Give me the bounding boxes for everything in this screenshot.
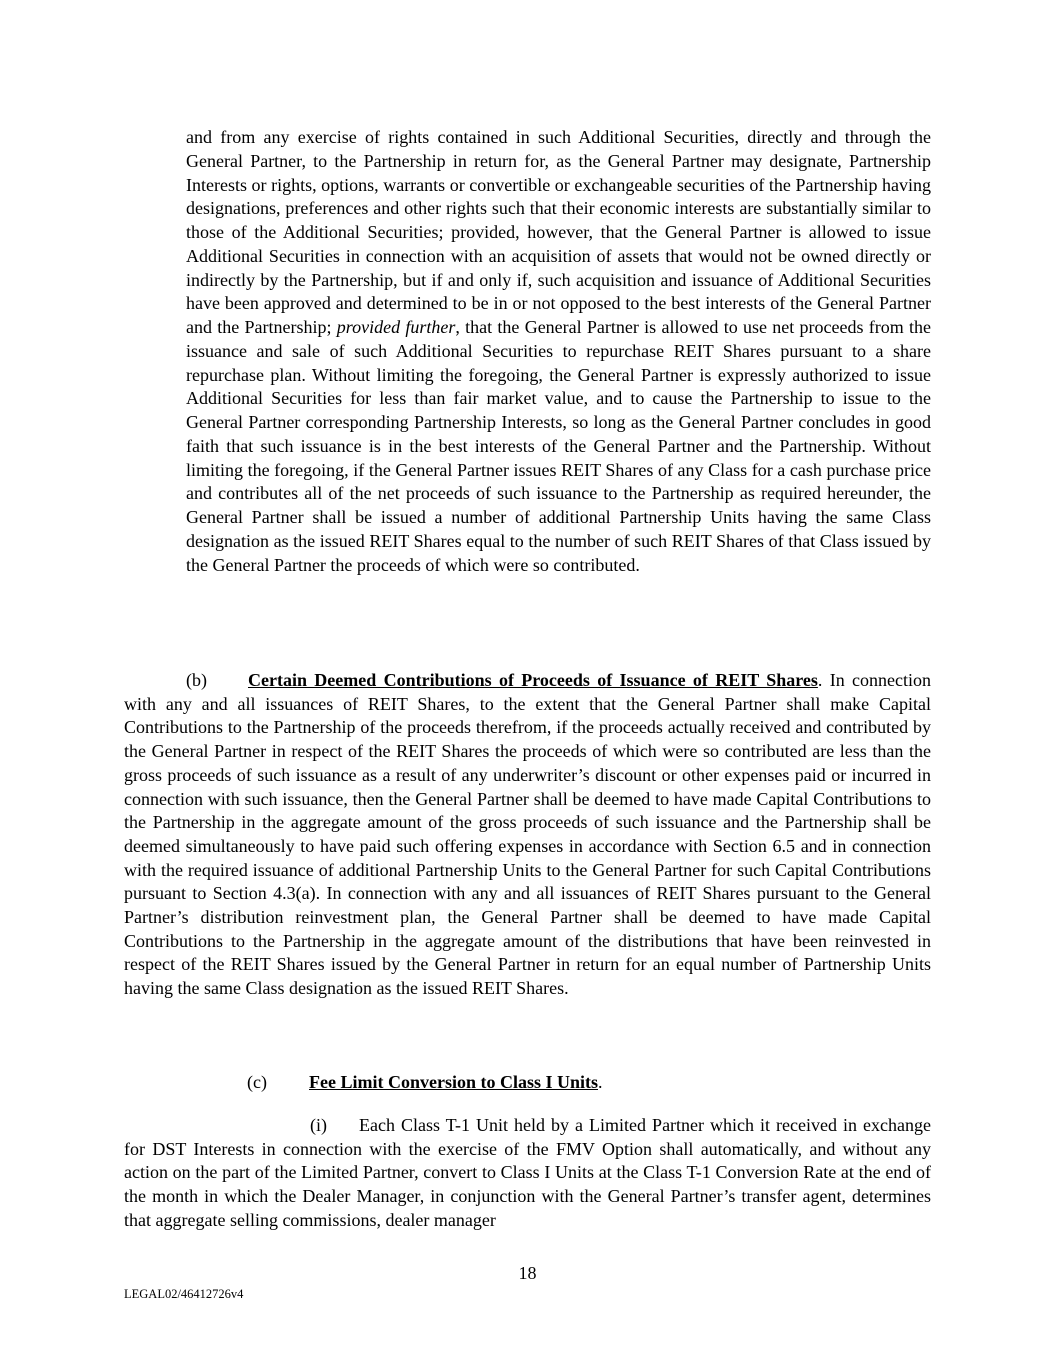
subsection-i-label: (i) bbox=[310, 1115, 327, 1135]
italic-provided-further: provided further bbox=[336, 317, 456, 337]
section-c-heading: Fee Limit Conversion to Class I Units bbox=[309, 1072, 598, 1092]
section-b-body: In connection with any and all issuances of REIT Shares, to the extent that the General Partner shall make Capital Contributions to the Partnership of the proceeds therefrom, if the proceeds actually received and contributed by the General Partner in respect of the REIT Shares the proceeds of which were so contributed are less than the gross proceeds of such issuance as a result of any underwriter’s discount or other expenses paid or incurred in connection with such issuance, then the General Partner shall be deemed to have made Capital Contributions to the Partnership in the aggregate amount of the gross proceeds of such issuance and the Partnership shall be deemed simultaneously to have paid such offering expenses in accordance with Section 6.5 and in connection with the required issuance of additional Partnership Units to the General Partner for such Capital Contributions pursuant to Section 4.3(a). In connection with any and all issuances of REIT Shares pursuant to the General Partner’s distribution reinvestment plan, the General Partner shall be deemed to have made Capital Contributions to the Partnership in the aggregate amount of the distributions that have been reinvested in respect of the REIT Shares issued by the General Partner in return for an equal number of Partnership Units having the same Class designation as the issued REIT Shares. bbox=[124, 670, 931, 999]
section-c-heading-line bbox=[247, 1071, 931, 1095]
section-b-heading-end: . bbox=[817, 670, 823, 690]
document-id: LEGAL02/46412726v4 bbox=[124, 1287, 244, 1301]
section-c-heading-end: . bbox=[598, 1072, 603, 1092]
section-c-label: (c) bbox=[247, 1072, 267, 1092]
page-number: 18 bbox=[518, 1263, 537, 1283]
section-b-heading: Certain Deemed Contributions of Proceeds of Issuance of REIT Shares bbox=[248, 670, 818, 690]
paragraph-text-part2: , that the General Partner is allowed to use net proceeds from the issuance and sale of such Additional Securities to repurchase REIT Shares pursuant to a share repurchase plan. Without limiting the foregoing, the General Partner is expressly authorized to issue Additional Securities for less than fair market value, and to cause the Partnership to issue to the General Partner corresponding Partnership Interests, so long as the General Partner concludes in good faith that such issuance is in the best interests of the General Partner and the Partnership. Without limiting the foregoing, if the General Partner issues REIT Shares of any Class for a cash purchase price and contributes all of the net proceeds of such issuance to the Partnership as required hereunder, the General Partner shall be issued a number of additional Partnership Units having the same Class designation as the issued REIT Shares equal to the number of such REIT Shares of that Class issued by the General Partner the proceeds of which were so contributed. bbox=[186, 317, 931, 575]
paragraph-text-part1: and from any exercise of rights contained in such Additional Securities, directly and through the General Partner, to the Partnership in return for, as the General Partner may designate, Partnership Interests or rights, options, warrants or convertible or exchangeable securities of the Partnership having designations, preferences and other rights such that their economic interests are substantially similar to those of the Additional Securities; provided, however, that the General Partner is allowed to issue Additional Securities in connection with an acquisition of assets that would not be owned directly or indirectly by the Partnership, but if and only if, such acquisition and issuance of Additional Securities have been approved and determined to be in or not opposed to the best interests of the General Partner and the Partnership; bbox=[186, 127, 931, 337]
subsection-i-body: Each Class T-1 Unit held by a Limited Partner which it received in exchange for DST Interests in connection with the exercise of the FMV Option shall automatically, and without any action on the part of the Limited Partner, convert to Class I Units at the Class T-1 Conversion Rate at the end of the month in which the Dealer Manager, in conjunction with the General Partner’s transfer agent, determines that aggregate selling commissions, dealer manager bbox=[124, 1115, 931, 1230]
subsection-i-paragraph bbox=[124, 1114, 931, 1233]
section-b-label: (b) bbox=[186, 670, 207, 690]
section-b-paragraph bbox=[124, 669, 931, 1001]
continued-paragraph bbox=[186, 126, 931, 577]
